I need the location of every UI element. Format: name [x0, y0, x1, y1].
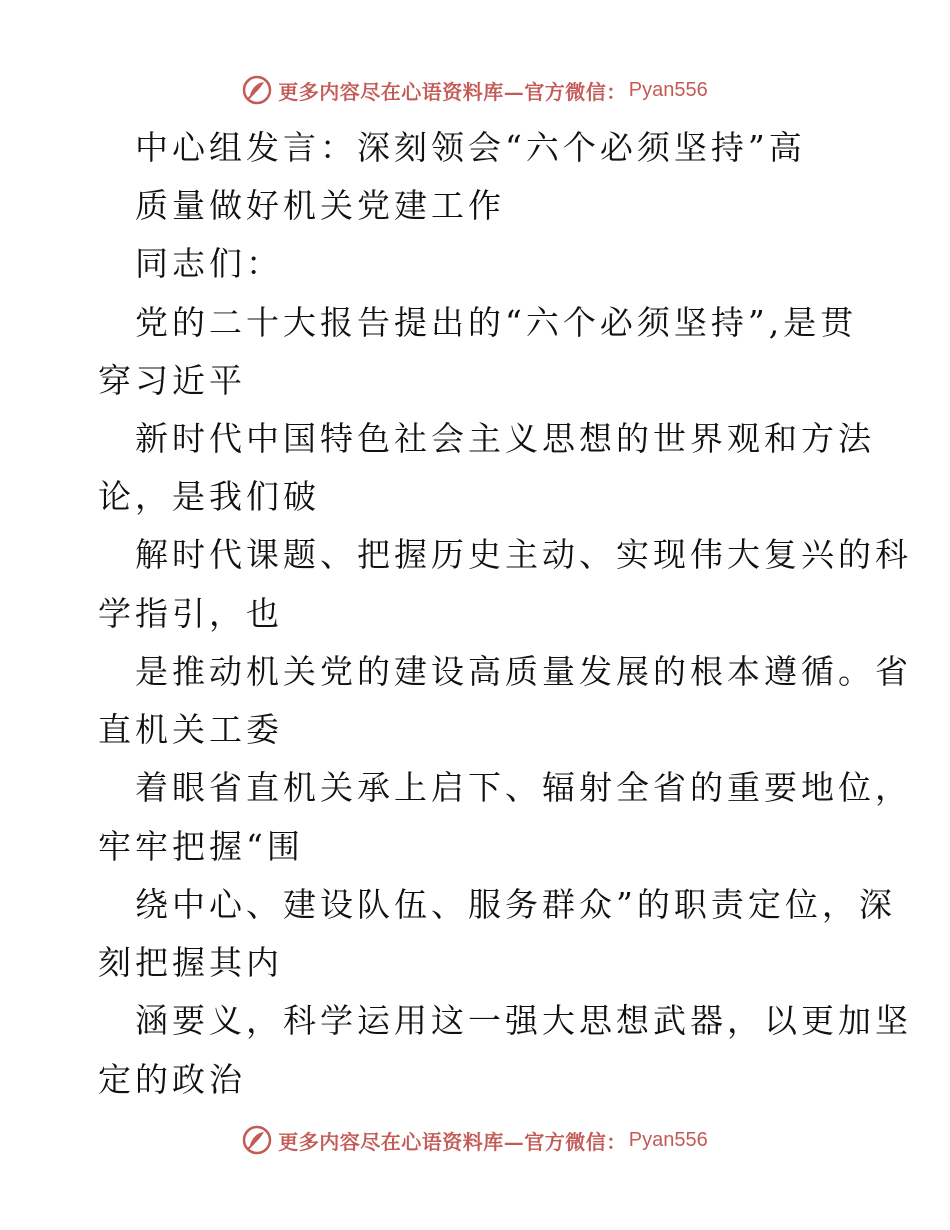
footer-watermark: [0, 1120, 950, 1160]
watermark-wechat-id: Pyan556: [628, 78, 708, 101]
watermark-text: 更多内容尽在心语资料库—官方微信：: [278, 79, 627, 104]
paragraph-line: 着眼省直机关承上启下、辐射全省的重要地位，: [135, 768, 912, 807]
watermark-wechat-id: Pyan556: [628, 1128, 708, 1151]
paragraph-line: 定的政治: [98, 1060, 246, 1099]
paragraph-line: 党的二十大报告提出的“六个必须坚持”,是贯: [135, 303, 858, 342]
paragraph-line: 学指引，也: [98, 594, 283, 633]
paragraph-line: 解时代课题、把握历史主动、实现伟大复兴的科: [135, 535, 912, 574]
doc-title-line-1: 中心组发言：深刻领会“六个必须坚持”高: [135, 128, 806, 167]
header-watermark: [0, 70, 950, 110]
paragraph-line: 牢牢把握“围: [98, 827, 304, 866]
paragraph-line: 直机关工委: [98, 710, 283, 749]
paragraph-line: 穿习近平: [98, 361, 246, 400]
watermark-text: 更多内容尽在心语资料库—官方微信：: [278, 1129, 627, 1154]
logo-icon: [242, 75, 272, 105]
paragraph-line: 论，是我们破: [98, 477, 320, 516]
logo-icon: [242, 1125, 272, 1155]
paragraph-line: 新时代中国特色社会主义思想的世界观和方法: [135, 419, 875, 458]
paragraph-line: 是推动机关党的建设高质量发展的根本遵循。省: [135, 652, 912, 691]
salutation: 同志们：: [135, 244, 283, 283]
paragraph-line: 涵要义，科学运用这一强大思想武器，以更加坚: [135, 1001, 912, 1040]
paragraph-line: 绕中心、建设队伍、服务群众”的职责定位，深: [135, 885, 896, 924]
paragraph-line: 刻把握其内: [98, 943, 283, 982]
doc-title-line-2: 质量做好机关党建工作: [135, 186, 505, 225]
